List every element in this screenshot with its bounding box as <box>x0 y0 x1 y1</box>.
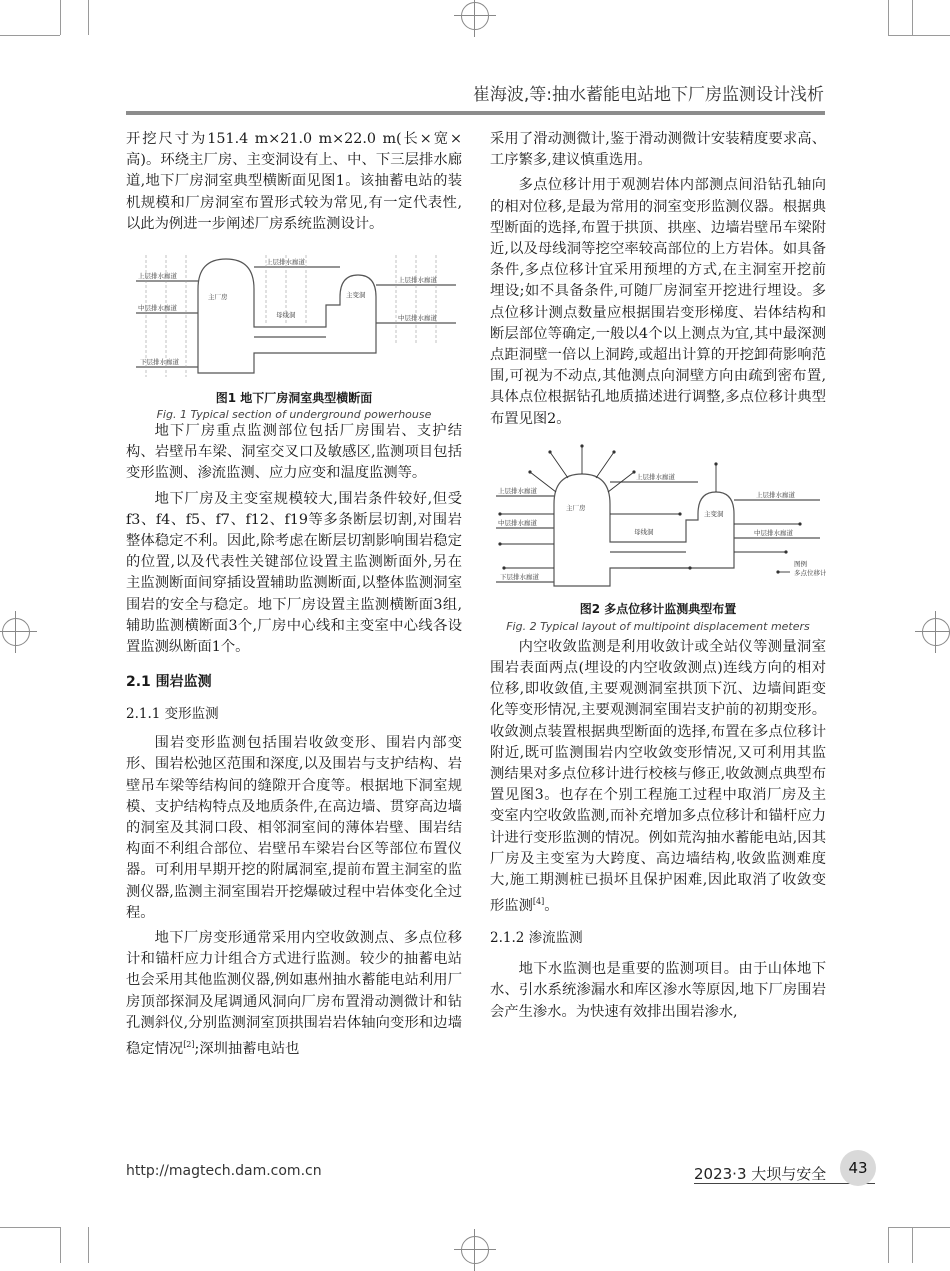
crop-mark <box>88 0 89 35</box>
crop-mark <box>888 35 950 36</box>
paragraph-text: 地下厂房变形通常采用内空收敛测点、多点位移计和锚杆应力计组合方式进行监测。较少的抽蓄电站也会采用其他监测仪器,例如惠州抽水蓄能电站利用厂房顶部探洞及尾调通风洞向厂房布置滑动测微计和钻孔测斜仪,分别监测洞室顶拱围岩岩体轴向变形和边墙稳定情况 <box>126 930 462 1057</box>
paragraph: 地下厂房重点监测部位包括厂房围岩、支护结构、岩壁吊车梁、洞室交叉口及敏感区,监测项目包括变形监测、渗流监测、应力应变和温度监测等。 <box>126 423 462 482</box>
registration-mark <box>461 1236 489 1264</box>
label-upper-drain-mid: 上层排水廊道 <box>266 258 305 267</box>
crop-mark <box>60 0 61 35</box>
figure-1-caption-en: Fig. 1 Typical section of underground powerhouse <box>156 408 432 422</box>
crop-mark <box>888 1227 950 1228</box>
label-upper-drain-left: 上层排水廊道 <box>498 486 537 495</box>
crop-mark <box>888 0 889 35</box>
running-title: 崔海波,等:抽水蓄能电站地下厂房监测设计浅析 <box>472 85 824 105</box>
label-transformer: 主变洞 <box>346 291 366 300</box>
figure-2-caption-en: Fig. 2 Typical layout of multipoint displacement meters <box>506 619 810 633</box>
label-middle-drain-left: 中层排水廊道 <box>498 518 537 527</box>
crop-mark <box>912 0 913 35</box>
paragraph: 地下水监测也是重要的监测项目。由于山体地下水、引水系统渗漏水和库区渗水等原因,地下厂房围岩会产生渗水。为快速有效排出围岩渗水, <box>490 961 826 1020</box>
figure-1-caption: 图1 地下厂房洞室典型横断面 <box>215 391 373 406</box>
label-upper-drain-right: 上层排水廊道 <box>756 490 795 499</box>
registration-mark <box>2 618 30 646</box>
label-lower-drain-left: 下层排水廊道 <box>500 572 539 581</box>
registration-mark <box>922 618 950 646</box>
label-lower-drain-left: 下层排水廊道 <box>140 358 179 367</box>
paragraph <box>126 928 462 1060</box>
multipoint-displacement-meter <box>530 446 634 492</box>
figure-1-diagram <box>126 245 462 383</box>
crop-mark <box>0 1227 60 1228</box>
label-middle-drain-left: 中层排水廊道 <box>138 304 177 313</box>
figure-2 <box>490 444 826 633</box>
crop-mark <box>888 1227 889 1263</box>
section-heading: 2.1 围岩监测 <box>126 674 212 691</box>
crop-mark <box>60 1227 61 1263</box>
label-busbar: 母线洞 <box>634 527 654 536</box>
label-upper-drain-right: 上层排水廊道 <box>398 276 437 285</box>
multipoint-displacement-meter <box>610 514 690 568</box>
label-middle-drain-right: 中层排水廊道 <box>754 528 793 537</box>
subsection-heading: 2.1.2 渗流监测 <box>490 930 583 947</box>
paragraph: 地下厂房及主变室规模较大,围岩条件较好,但受f3、f4、f5、f7、f12、f19等多条断层切割,对围岩整体稳定不利。因此,除考虑在断层切割影响围岩稳定的位置,以及代表性关键部位设置主监测断面外,另在主监测断面间穿插设置辅助监测断面,以整体监测洞室围岩的安全与稳定。地下厂房设置主监测横断面3组,辅助监测横断面3个,厂房中心线和主变室中心线各设置监测纵断面1个。 <box>126 490 462 656</box>
label-main-powerhouse: 主厂房 <box>566 503 586 512</box>
citation: [2] <box>183 1040 195 1050</box>
subsection-heading: 2.1.1 变形监测 <box>126 706 219 723</box>
crop-mark <box>88 1227 89 1263</box>
label-transformer: 主变洞 <box>704 509 724 518</box>
paragraph-text: ;深圳抽蓄电站也 <box>194 1040 300 1057</box>
paragraph-text: 内空收敛监测是利用收敛计或全站仪等测量洞室围岩表面两点(埋设的内空收敛测点)连线方向的相对位移,即收敛值,主要观测洞室拱顶下沉、边墙间距变化等变形情况,主要观测洞室围岩支护前的初期变形。收敛测点装置根据典型断面的选择,布置在多点位移计附近,既可监测围岩内空收敛变形情况,又可利用其监测结果对多点位移计进行校核与修正,收敛测点典型布置见图3。也存在个别工程施工过程中取消厂房及主变室内空收敛监测,而补充增加多点位移计和锚杆应力计进行变形监测的情况。例如荒沟抽水蓄能电站,因其厂房及主变室为大跨度、高边墙结构,收敛监测难度大,施工期测桩已损坏且保护困难,因此取消了收敛变形监测 <box>490 638 826 915</box>
crop-mark <box>912 1227 913 1263</box>
label-busbar: 母线洞 <box>276 311 296 320</box>
figure-1 <box>126 245 462 421</box>
right-column <box>490 129 826 1023</box>
label-main-powerhouse: 主厂房 <box>208 293 228 302</box>
legend-title: 图例 <box>794 559 807 568</box>
footer-journal: 2023·3 大坝与安全 <box>694 1165 827 1183</box>
left-column <box>126 129 462 1060</box>
figure-2-diagram <box>490 444 826 594</box>
header-rule <box>126 111 825 115</box>
paragraph <box>490 637 826 917</box>
paragraph: 多点位移计用于观测岩体内部测点间沿钻孔轴向的相对位移,是最为常用的洞室变形监测仪器。根据典型断面的选择,布置于拱顶、拱座、边墙岩壁吊车梁附近,以及母线洞等挖空率较高部位的上方岩体。如具备条件,多点位移计宜采用预埋的方式,在主洞室开挖前埋设;如不具备条件,可随厂房洞室开挖进行埋设。多点位移计测点数量应根据围岩变形梯度、岩体结构和断层部位等确定,一般以4个以上测点为宜,其中最深测点距洞壁一倍以上洞跨,或超出计算的开挖卸荷影响范围,可视为不动点,其他测点向洞壁方向由疏到密布置,具体点位根据钻孔地质描述进行调整,多点位移计典型布置见图2。 <box>490 177 826 427</box>
multipoint-displacement-meter <box>716 464 800 552</box>
label-upper-drain-left: 上层排水廊道 <box>138 272 177 281</box>
label-middle-drain-right: 中层排水廊道 <box>398 314 437 323</box>
paragraph: 围岩变形监测包括围岩收敛变形、围岩内部变形、围岩松弛区范围和深度,以及围岩与支护结构、岩壁吊车梁等结构间的缝隙开合度等。根据地下洞室规模、支护结构特点及地质条件,在高边墙、贯穿高边墙的洞室及其洞口段、相邻洞室间的薄体岩壁、围岩结构面不利组合部位、岩壁吊车梁岩台区等部位布置仪器。可利用早期开挖的附属洞室,提前布置主洞室的监测仪器,监测主洞室围岩开挖爆破过程中岩体变化全过程。 <box>126 735 462 921</box>
paragraph: 开挖尺寸为151.4 m×21.0 m×22.0 m(长×宽×高)。环绕主厂房、主变洞设有上、中、下三层排水廊道,地下厂房洞室典型横断面见图1。该抽蓄电站的装机规模和厂房洞室布置形式较为常见,有一定代表性,以此为例进一步阐述厂房系统监测设计。 <box>126 131 462 232</box>
paragraph: 采用了滑动测微计,鉴于滑动测微计安装精度要求高、工序繁多,建议慎重选用。 <box>490 131 826 169</box>
label-upper-drain-mid: 上层排水廊道 <box>636 472 675 481</box>
legend-item: 多点位移计 <box>794 568 826 577</box>
footer-url: http://magtech.dam.com.cn <box>126 1163 322 1179</box>
figure-2-caption: 图2 多点位移计监测典型布置 <box>579 601 737 616</box>
crop-mark <box>0 35 60 36</box>
registration-mark <box>461 2 489 30</box>
paragraph-text: 。 <box>544 898 559 915</box>
page-number: 43 <box>840 1150 876 1186</box>
citation: [4] <box>532 897 545 907</box>
